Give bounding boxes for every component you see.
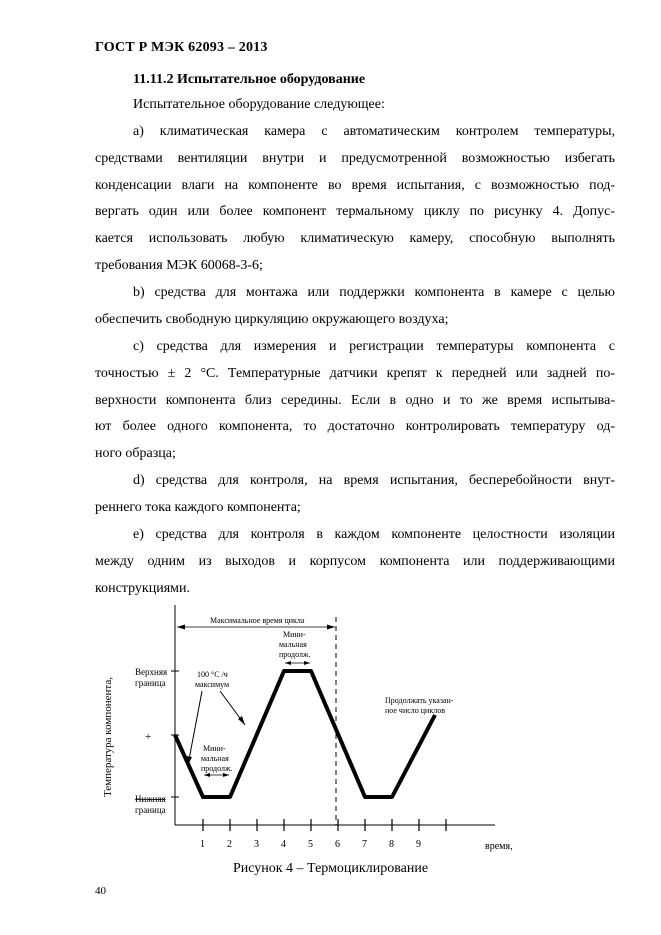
lower-limit-label-1: Нижняя [135, 794, 166, 804]
rate-label-2: максимум [195, 680, 230, 689]
min-duration-top-3: продолж. [279, 650, 311, 659]
max-cycle-time-label: Максимальное время цикла [210, 616, 305, 625]
x-tick-label: 9 [416, 839, 421, 850]
x-tick-label: 6 [335, 839, 340, 850]
list-item-line: кается использовать любую климатическую камеру, способную выполнять [95, 231, 615, 247]
x-tick-label: 2 [227, 839, 232, 850]
list-item [95, 468, 615, 522]
list-item-line: b) средства для монтажа или поддержки компонента в камере с целью [133, 285, 615, 300]
list-item-line: требования МЭК 60068-3-6; [95, 257, 263, 273]
list-item-line: ного образца; [95, 446, 176, 462]
x-tick-label: 3 [254, 839, 259, 850]
temperature-profile [175, 671, 435, 797]
lower-limit-label-2: граница [135, 805, 166, 815]
list-item-line: конструкциями. [95, 580, 190, 596]
upper-limit-label-1: Верхняя [135, 667, 168, 677]
rate-label-1: 100 °C /ч [197, 670, 228, 679]
list-item [95, 334, 615, 468]
min-duration-bottom-1: Мини- [203, 744, 226, 753]
list-item-line: верхности компонента близ середины. Если в одно и то же время испытыва- [95, 392, 615, 408]
x-tick-label: 7 [362, 839, 367, 850]
x-tick-label: 5 [308, 839, 313, 850]
list-item-line: а) климатическая камера с автоматическим контролем температуры, [133, 124, 615, 139]
min-duration-bottom-2: мальная [201, 754, 229, 763]
figure-caption: Рисунок 4 – Термоциклирование [232, 861, 429, 876]
list-item-line: конденсации влаги на компоненте во время испытания, с возможностью под- [95, 177, 615, 193]
x-tick-label: 4 [281, 839, 286, 850]
continue-label-1: Продолжать указан- [385, 696, 454, 705]
list-item-line: точностью ± 2 °С. Температурные датчики крепят к передней или задней по- [95, 365, 615, 381]
thermal-cycle-figure [95, 605, 615, 865]
min-duration-top-1: Мини- [283, 630, 306, 639]
x-ticks [200, 819, 446, 850]
list-item-line: e) средства для контроля в каждом компоненте целостности изоляции [133, 527, 615, 542]
min-duration-top-2: мальная [279, 640, 307, 649]
section-title: 11.11.2 Испытательное оборудование [133, 72, 366, 87]
list-item-line: вергать один или более компонент термальному циклу по рисунку 4. Допус- [95, 204, 615, 220]
list-item [95, 522, 615, 602]
document-header: ГОСТ Р МЭК 62093 – 2013 [95, 40, 268, 55]
x-tick-label: 8 [389, 839, 394, 850]
list-item-line: обеспечить свободную циркуляцию окружающего воздуха; [95, 311, 449, 327]
list-item-line: ют более одного компонента, то достаточно контролировать температуру од- [95, 419, 615, 435]
list-item-line: d) средства для контроля, на время испытания, бесперебойности внут- [133, 473, 615, 488]
plus-label: + [145, 731, 152, 743]
intro-text: Испытательное оборудование следующее: [133, 97, 385, 112]
y-axis-label: Температура компонента, [102, 677, 114, 797]
intro-paragraph [95, 92, 615, 119]
list-item-line: средствами вентиляции внутри и предусмотренной возможностью избегать [95, 150, 615, 166]
list-item-line: c) средства для измерения и регистрации температуры компонента с [133, 339, 615, 354]
list-item [95, 119, 615, 280]
list-item [95, 280, 615, 334]
list-item-line: реннего тока каждого компонента; [95, 499, 301, 515]
rate-pointer-1 [188, 691, 202, 765]
min-duration-bottom-3: продолж. [201, 764, 233, 773]
upper-limit-label-2: граница [135, 678, 166, 688]
page-number: 40 [95, 885, 106, 897]
continue-label-2: ное число циклов [385, 706, 445, 715]
x-axis-label: время, [485, 841, 513, 852]
x-tick-label: 1 [200, 839, 205, 850]
list-item-line: между одним из выходов и корпусом компонента или поддерживающими [95, 553, 615, 569]
